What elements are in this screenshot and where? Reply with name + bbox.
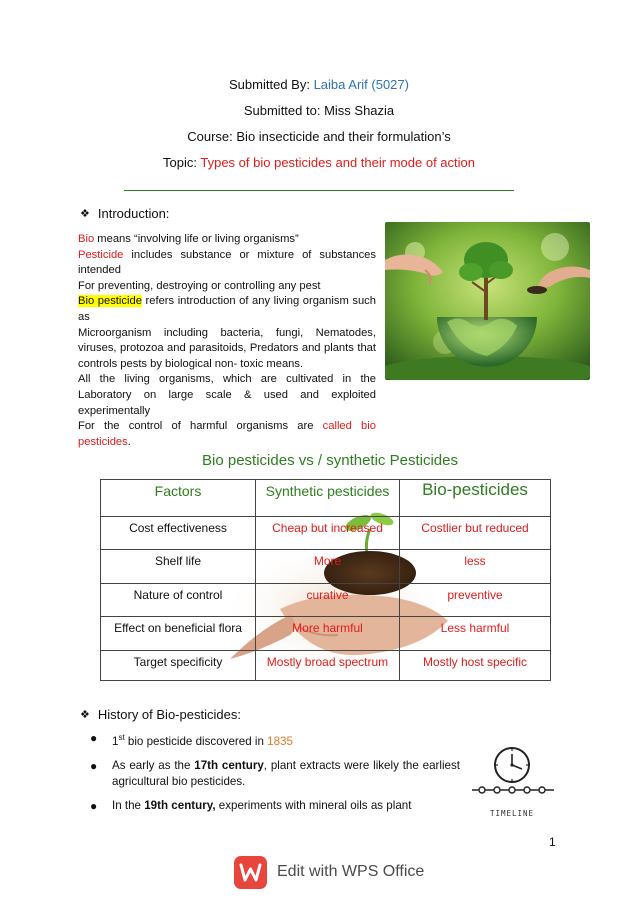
topic-label: Topic: bbox=[163, 155, 197, 170]
topic-value: Types of bio pesticides and their mode of action bbox=[200, 155, 475, 170]
header-divider bbox=[124, 190, 514, 191]
bio-cell: Mostly host specific bbox=[400, 651, 551, 681]
table-header-row bbox=[101, 480, 551, 517]
submitted-to-line bbox=[0, 103, 638, 118]
bio-term: Bio bbox=[78, 233, 95, 245]
b3-century: 19th century, bbox=[144, 798, 216, 812]
submitted-by-value: Laiba Arif (5027) bbox=[313, 77, 409, 92]
b2-century: 17th century bbox=[194, 758, 264, 772]
header-factors: Factors bbox=[101, 480, 256, 517]
factor-cell: Shelf life bbox=[101, 550, 256, 584]
synthetic-cell: Cheap but increased bbox=[256, 517, 400, 550]
intro-line-3: For preventing, destroying or controlling any pest bbox=[78, 279, 321, 292]
biopesticide-definition: refers introduction of any living organism such as bbox=[78, 295, 376, 323]
header-synthetic: Synthetic pesticides bbox=[256, 480, 400, 517]
factor-cell: Nature of control bbox=[101, 584, 256, 617]
intro-line-7 bbox=[78, 419, 376, 450]
b1-text: bio pesticide discovered in bbox=[124, 734, 268, 748]
intro-pesticide-line bbox=[78, 248, 376, 279]
course-value: Bio insecticide and their formulation’s bbox=[236, 129, 451, 144]
line7-start: For the control of harmful organisms are bbox=[78, 420, 323, 433]
list-item bbox=[90, 758, 460, 790]
comparison-grid bbox=[100, 479, 551, 681]
bio-cell: Costlier but reduced bbox=[400, 517, 551, 550]
b1-superscript: st bbox=[118, 733, 125, 742]
intro-line-6: All the living organisms, which are cultivated in the Laboratory on large scale & used and exploited experimentally bbox=[78, 373, 376, 417]
bullet-dot-icon: ● bbox=[90, 731, 98, 745]
course-line bbox=[0, 129, 638, 144]
table-row bbox=[101, 584, 551, 617]
b2-prefix: As early as the bbox=[112, 758, 195, 772]
synthetic-cell: More harmful bbox=[256, 617, 400, 651]
diamond-bullet-icon: ❖ bbox=[80, 208, 90, 220]
page-number: 1 bbox=[549, 835, 556, 849]
wps-edit-text[interactable]: Edit with WPS Office bbox=[277, 863, 425, 880]
biopesticide-term: Bio pesticide bbox=[78, 295, 142, 308]
header-biopesticides: Bio-pesticides bbox=[400, 480, 551, 517]
list-item bbox=[90, 730, 460, 750]
b1-year: 1835 bbox=[267, 734, 293, 748]
b1-number: 1 bbox=[112, 734, 119, 748]
submitted-to-label: Submitted to: bbox=[243, 103, 321, 118]
synthetic-cell: Mostly broad spectrum bbox=[256, 651, 400, 681]
introduction-body bbox=[78, 232, 376, 450]
intro-bio-line bbox=[78, 232, 376, 248]
wps-edit-banner[interactable] bbox=[234, 854, 424, 890]
intro-biopesticide-line bbox=[78, 294, 376, 325]
bio-cell: preventive bbox=[400, 584, 551, 617]
timeline-label: TIMELINE bbox=[489, 809, 535, 818]
history-heading-text: History of Bio-pesticides: bbox=[97, 707, 241, 722]
table-row bbox=[101, 617, 551, 651]
b2-text: , plant extracts were likely the earliest agricultural bio pesticides. bbox=[112, 758, 460, 788]
pesticide-definition: includes substance or mixture of substances intended bbox=[78, 248, 376, 277]
submitted-by-label: Submitted By: bbox=[229, 77, 310, 92]
comparison-table bbox=[100, 479, 550, 680]
table-row bbox=[101, 517, 551, 550]
diamond-bullet-icon: ❖ bbox=[80, 709, 90, 721]
topic-line bbox=[0, 155, 638, 170]
bullet-dot-icon: ● bbox=[90, 798, 98, 813]
bio-cell: Less harmful bbox=[400, 617, 551, 651]
line7-end: . bbox=[127, 435, 131, 448]
factor-cell: Cost effectiveness bbox=[101, 517, 256, 550]
hands-plant-globe-image bbox=[385, 222, 590, 380]
line7-highlight: called bio pesticides bbox=[78, 420, 376, 448]
factor-cell: Target specificity bbox=[101, 651, 256, 681]
synthetic-cell: More bbox=[256, 550, 400, 584]
bullet-dot-icon: ● bbox=[90, 758, 98, 773]
course-label: Course: bbox=[187, 129, 233, 144]
intro-line-5: Microorganism including bacteria, fungi, Nematodes, viruses, protozoa and parasitoids, Predators and plants that controls pests by biological non- toxic means. bbox=[78, 326, 376, 370]
b3-prefix: In the bbox=[112, 798, 145, 812]
synthetic-cell: curative bbox=[256, 584, 400, 617]
pesticide-term: Pesticide bbox=[78, 248, 124, 261]
factor-cell: Effect on beneficial flora bbox=[101, 617, 256, 651]
submitted-to-value: Miss Shazia bbox=[324, 103, 395, 118]
history-heading bbox=[80, 707, 241, 722]
b3-text: experiments with mineral oils as plant bbox=[215, 798, 412, 812]
submitted-by-line bbox=[0, 77, 638, 92]
comparison-title: Bio pesticides vs / synthetic Pesticides bbox=[202, 452, 458, 469]
list-item bbox=[90, 798, 460, 814]
bio-cell: less bbox=[400, 550, 551, 584]
table-row bbox=[101, 550, 551, 584]
table-row bbox=[101, 651, 551, 681]
history-bullet-list bbox=[90, 730, 460, 822]
wps-logo-icon bbox=[234, 856, 267, 889]
introduction-heading bbox=[80, 206, 169, 221]
bio-definition: means “involving life or living organisms” bbox=[94, 233, 299, 245]
introduction-heading-text: Introduction: bbox=[97, 206, 170, 221]
